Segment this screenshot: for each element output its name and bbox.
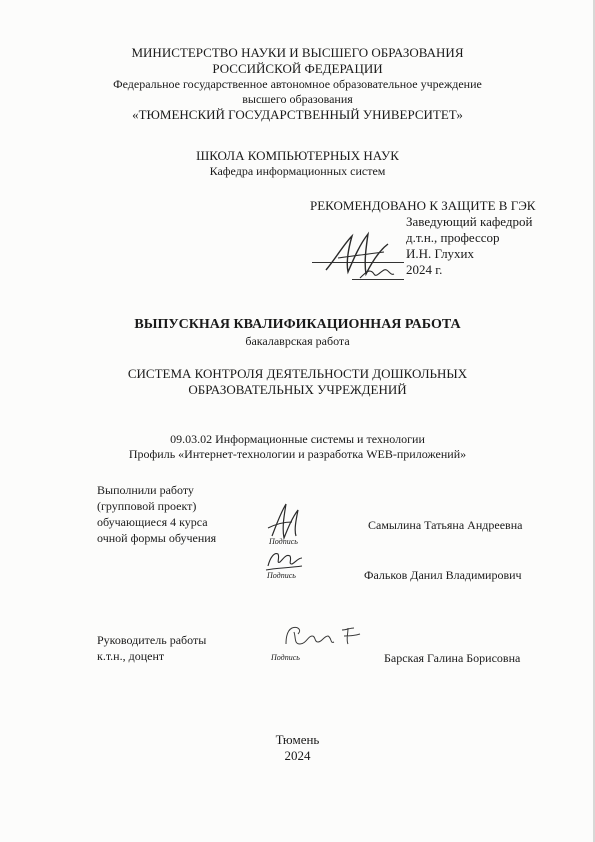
author-1-signature-caption: Подпись [269,537,298,546]
supervisor-signature-caption: Подпись [271,653,300,662]
author-1-name: Самылина Татьяна Андреевна [368,518,523,532]
approval-heading: РЕКОМЕНДОВАНО К ЗАЩИТЕ В ГЭК [310,198,536,213]
topic-block [0,366,595,398]
specialty-line: 09.03.02 Информационные системы и технологии [170,432,425,446]
ministry-line-2: РОССИЙСКОЙ ФЕДЕРАЦИИ [212,61,383,76]
school-name: ШКОЛА КОМПЬЮТЕРНЫХ НАУК [196,148,399,163]
authors-label-line-1: Выполнили работу [97,483,194,497]
institution-line-2: высшего образования [242,92,353,106]
authors-label-block [97,482,216,546]
authors-label-line-2: (групповой проект) [97,499,197,513]
approval-position: Заведующий кафедрой [406,214,533,229]
supervisor-label-block [97,632,206,664]
footer-block [0,732,595,764]
authors-label-line-3: обучающиеся 4 курса [97,515,208,529]
footer-year: 2024 [284,748,311,763]
approval-year: 2024 г. [406,262,443,277]
supervisor-label-line-2: к.т.н., доцент [97,649,165,663]
work-type-subtitle: бакалаврская работа [245,334,350,348]
university-name: «ТЮМЕНСКИЙ ГОСУДАРСТВЕННЫЙ УНИВЕРСИТЕТ» [132,107,463,122]
topic-line-2: ОБРАЗОВАТЕЛЬНЫХ УЧРЕЖДЕНИЙ [188,382,407,397]
topic-line-1: СИСТЕМА КОНТРОЛЯ ДЕЯТЕЛЬНОСТИ ДОШКОЛЬНЫХ [127,366,468,381]
school-block [0,148,595,179]
work-type-title: ВЫПУСКНАЯ КВАЛИФИКАЦИОННАЯ РАБОТА [134,317,461,332]
head-signature-image [318,228,413,290]
author-2-signature-caption: Подпись [267,571,296,580]
footer-city: Тюмень [275,732,320,747]
authors-label-line-4: очной формы обучения [97,531,217,545]
department-name: Кафедра информационных систем [209,164,386,178]
specialty-block [0,432,595,462]
work-title-block [0,316,595,349]
supervisor-label-line-1: Руководитель работы [97,633,207,647]
ministry-line-1: МИНИСТЕРСТВО НАУКИ И ВЫСШЕГО ОБРАЗОВАНИЯ [131,45,464,60]
approval-head-name: И.Н. Глухих [406,246,475,261]
institution-line-1: Федеральное государственное автономное образовательное учреждение [113,77,482,91]
profile-line: Профиль «Интернет-технологии и разработка WEB-приложений» [128,447,467,461]
supervisor-signature-image [280,624,365,652]
author-2-name: Фальков Данил Владимирович [364,568,522,582]
approval-degree: д.т.н., профессор [406,230,500,245]
header-block [0,45,595,123]
author-1-signature-image [262,500,307,542]
supervisor-name: Барская Галина Борисовна [384,651,521,665]
